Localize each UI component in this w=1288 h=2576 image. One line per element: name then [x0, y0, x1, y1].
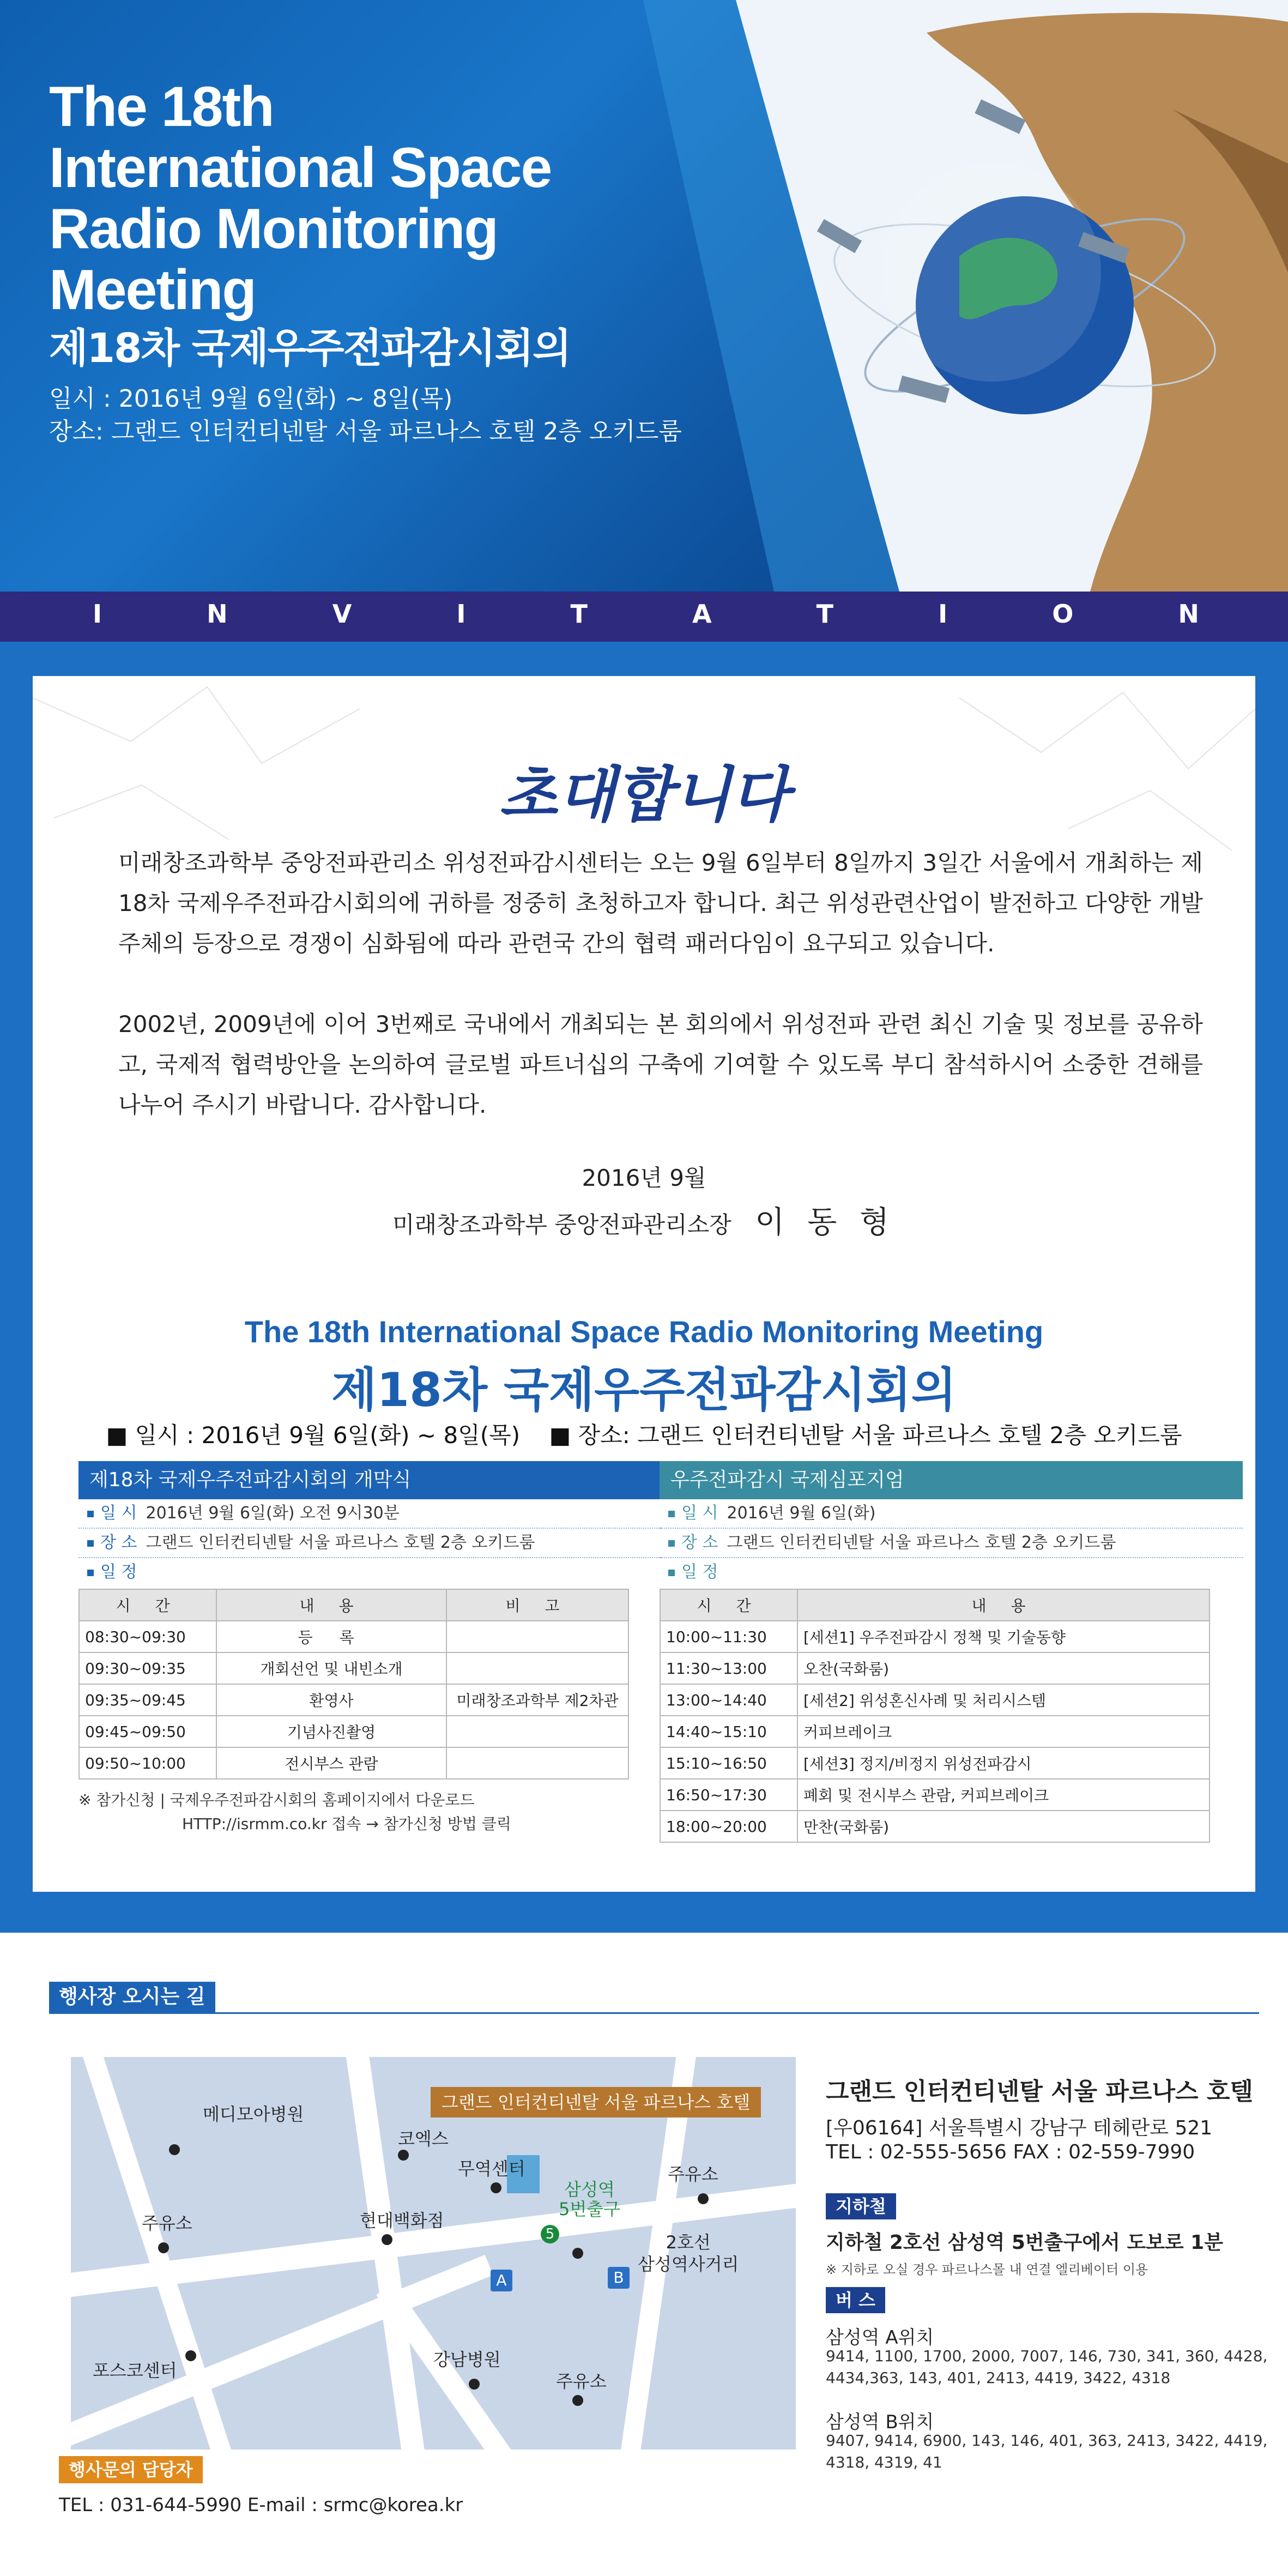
bus-tag: 버 스	[826, 2287, 885, 2313]
directions-section	[0, 1933, 1288, 2576]
landmark-hyundai: 현대백화점	[360, 2210, 444, 2231]
bus-b-title: 삼성역 B위치	[826, 2411, 934, 2433]
band-letter: T	[570, 599, 588, 629]
bus-a-routes: 9414, 1100, 1700, 2000, 7007, 146, 730, 341, 360, 4428,	[826, 2347, 1268, 2365]
bullet-square-icon	[668, 1511, 675, 1517]
map-point	[572, 2248, 583, 2259]
map-point	[469, 2379, 480, 2390]
map-point	[572, 2395, 583, 2406]
band-letter: T	[816, 599, 834, 629]
contact-tag: 행사문의 담당자	[59, 2456, 203, 2483]
invitation-heading: 초대합니다	[499, 759, 789, 830]
bus-b-routes: 9407, 9414, 6900, 143, 146, 401, 363, 2413, 3422, 4419,	[826, 2432, 1268, 2450]
signer-name: 이 동 형	[755, 1205, 896, 1240]
event-title-korean: 제18차 국제우주전파감시회의	[331, 1363, 957, 1417]
table-header: 비 고	[446, 1589, 628, 1621]
band-letter: I	[456, 599, 466, 629]
directions-title: 행사장 오시는 길	[49, 1982, 215, 2012]
symposium-schedule-table	[660, 1589, 1210, 1843]
opening-schedule-table	[78, 1589, 629, 1779]
map-point	[491, 2182, 501, 2193]
bus-a-routes-2: 4434,363, 143, 401, 2413, 4419, 3422, 4318	[826, 2369, 1171, 2387]
opening-section-title: 제18차 국제우주전파감시회의 개막식	[78, 1461, 662, 1499]
table-header: 내 용	[797, 1589, 1210, 1621]
band-letter: N	[1178, 599, 1199, 629]
table-row: 11:30~13:00 오찬(국화룸)	[660, 1652, 1210, 1684]
invitation-paragraph-2: 2002년, 2009년에 이어 3번째로 국내에서 개최되는 본 회의에서 위성전파 관련 최신 기술 및 정보를 공유하고, 국제적 협력방안을 논의하여 글로벌 파트너십의 구축에 기여할 수 있도록 부디 참석하시어 소중한 견해를 나누어 주시기 바랍니다. 감사합니다.	[118, 1011, 1203, 1118]
table-header: 내 용	[216, 1589, 446, 1621]
opening-date-row: 일 시 2016년 9월 6일(화) 오전 9시30분	[78, 1499, 662, 1529]
bullet-square-icon	[87, 1570, 94, 1576]
map-point	[382, 2234, 392, 2245]
registration-link[interactable]: HTTP://isrmm.co.kr 접속 → 참가신청 방법 클릭	[182, 1815, 511, 1833]
bus-a-title: 삼성역 A위치	[826, 2327, 934, 2349]
landmark-trade-center: 무역센터	[458, 2158, 525, 2179]
table-row: 09:50~10:00 전시부스 관람	[79, 1747, 628, 1779]
signature-line	[33, 1198, 1255, 1242]
table-header: 시 간	[79, 1589, 216, 1621]
table-header: 시 간	[660, 1589, 797, 1621]
invitation-card	[33, 676, 1255, 1892]
letter-date: 2016년 9월	[582, 1165, 706, 1191]
date-line: 일시 : 2016년 9월 6일(화) ~ 8일(목)	[49, 385, 453, 413]
hotel-callout: 그랜드 인터컨티넨탈 서울 파르나스 호텔	[431, 2087, 761, 2117]
title-korean: 제18차 국제우주전파감시회의	[49, 325, 571, 372]
hotel-phone-fax: TEL : 02-555-5656 FAX : 02-559-7990	[826, 2141, 1195, 2163]
landmark-gas-station: 주유소	[556, 2371, 607, 2392]
map-point	[158, 2242, 169, 2253]
bullet-square-icon	[87, 1511, 94, 1517]
band-letter: I	[93, 599, 102, 629]
band-letter: I	[938, 599, 948, 629]
subway-directions: 지하철 2호선 삼성역 5번출구에서 도보로 1분	[826, 2231, 1224, 2254]
event-place-info: ■ 장소: 그랜드 인터컨티넨탈 서울 파르나스 호텔 2층 오키드룸	[549, 1422, 1182, 1449]
hotel-name: 그랜드 인터컨티넨탈 서울 파르나스 호텔	[826, 2078, 1253, 2106]
invitation-paragraph-1: 미래창조과학부 중앙전파관리소 위성전파감시센터는 오는 9월 6일부터 8일까지 3일간 서울에서 개최하는 제18차 국제우주전파감시회의에 귀하를 정중히 초청하고자 합니다. 최근 위성관련산업이 발전하고 다양한 개발 주체의 등장으로 경쟁이 심화됨에 따라 관련국 간의 협력 패러다임이 요구되고 있습니다.	[118, 849, 1203, 957]
registration-note: ※ 참가신청 | 국제우주전파감시회의 홈페이지에서 다운로드	[78, 1791, 475, 1809]
subway-note: ※ 지하로 오실 경우 파르나스몰 내 연결 엘리베이터 이용	[826, 2262, 1148, 2277]
location-map[interactable]	[71, 2057, 796, 2450]
bus-stop-a-marker: A	[491, 2270, 512, 2291]
bus-b-routes-2: 4318, 4319, 41	[826, 2453, 942, 2471]
opening-schedule-label: 일 정	[78, 1558, 662, 1586]
map-point	[698, 2193, 709, 2204]
band-letter: V	[332, 599, 352, 629]
symposium-section-title: 우주전파감시 국제심포지엄	[660, 1461, 1243, 1499]
band-letter: N	[207, 599, 228, 629]
table-row: 08:30~09:30 등 록	[79, 1621, 628, 1652]
exit-5-icon: 5	[541, 2225, 559, 2243]
table-row: 09:35~09:45 환영사 미래창조과학부 제2차관	[79, 1684, 628, 1716]
subway-tag: 지하철	[826, 2193, 896, 2219]
place-line: 장소: 그랜드 인터컨티넨탈 서울 파르나스 호텔 2층 오키드룸	[49, 418, 682, 445]
bullet-square-icon	[668, 1540, 675, 1547]
table-row: 15:10~16:50 [세션3] 정지/비정지 위성전파감시	[660, 1747, 1210, 1779]
band-letter: A	[692, 599, 712, 629]
opening-place-row: 장 소 그랜드 인터컨티넨탈 서울 파르나스 호텔 2층 오키드룸	[78, 1529, 662, 1558]
symposium-section	[660, 1461, 1243, 1843]
table-row: 09:45~09:50 기념사진촬영	[79, 1716, 628, 1747]
title-english: The 18th International Space Radio Monitoring Meeting	[49, 75, 552, 322]
event-date-info: ■ 일시 : 2016년 9월 6일(화) ~ 8일(목)	[106, 1422, 521, 1449]
map-point	[169, 2144, 180, 2155]
invitation-band	[0, 592, 1288, 642]
station-exit-label: 삼성역 5번출구	[559, 2179, 621, 2219]
header-banner	[0, 0, 1288, 592]
table-row: 16:50~17:30 폐회 및 전시부스 관람, 커피브레이크	[660, 1779, 1210, 1811]
band-letter: O	[1052, 599, 1074, 629]
landmark-medimoa: 메디모아병원	[203, 2104, 304, 2125]
bullet-square-icon	[668, 1570, 675, 1576]
table-row: 18:00~20:00 만찬(국화룸)	[660, 1811, 1210, 1842]
contact-info: TEL : 031-644-5990 E-mail : srmc@korea.kr	[59, 2494, 463, 2516]
landmark-gas-station: 주유소	[142, 2213, 192, 2234]
table-row: 09:30~09:35 개회선언 및 내빈소개	[79, 1652, 628, 1684]
event-info-line	[33, 1417, 1255, 1450]
table-row: 13:00~14:40 [세션2] 위성혼신사례 및 처리시스템	[660, 1684, 1210, 1716]
signer-organization: 미래창조과학부 중앙전파관리소장	[392, 1211, 731, 1238]
event-title-english: The 18th International Space Radio Monitoring Meeting	[244, 1314, 1044, 1349]
landmark-gas-station: 주유소	[668, 2164, 718, 2185]
bus-stop-b-marker: B	[608, 2267, 630, 2289]
table-row: 10:00~11:30 [세션1] 우주전파감시 정책 및 기술동향	[660, 1621, 1210, 1652]
landmark-posco: 포스코센터	[93, 2360, 177, 2381]
table-row: 14:40~15:10 커피브레이크	[660, 1716, 1210, 1747]
landmark-coex: 코엑스	[398, 2128, 449, 2149]
crossroad-label: 2호선 삼성역사거리	[638, 2232, 739, 2275]
bullet-square-icon	[87, 1540, 94, 1547]
symposium-schedule-label: 일 정	[660, 1558, 1243, 1586]
symposium-place-row: 장 소 그랜드 인터컨티넨탈 서울 파르나스 호텔 2층 오키드룸	[660, 1529, 1243, 1558]
hotel-address: [우06164] 서울특별시 강남구 테헤란로 521	[826, 2117, 1213, 2139]
landmark-gangnam-hospital: 강남병원	[433, 2349, 501, 2370]
map-point	[185, 2350, 196, 2361]
map-point	[398, 2150, 409, 2161]
symposium-date-row: 일 시 2016년 9월 6일(화)	[660, 1499, 1243, 1529]
divider	[49, 2012, 1259, 2014]
opening-ceremony-section	[78, 1461, 662, 1836]
